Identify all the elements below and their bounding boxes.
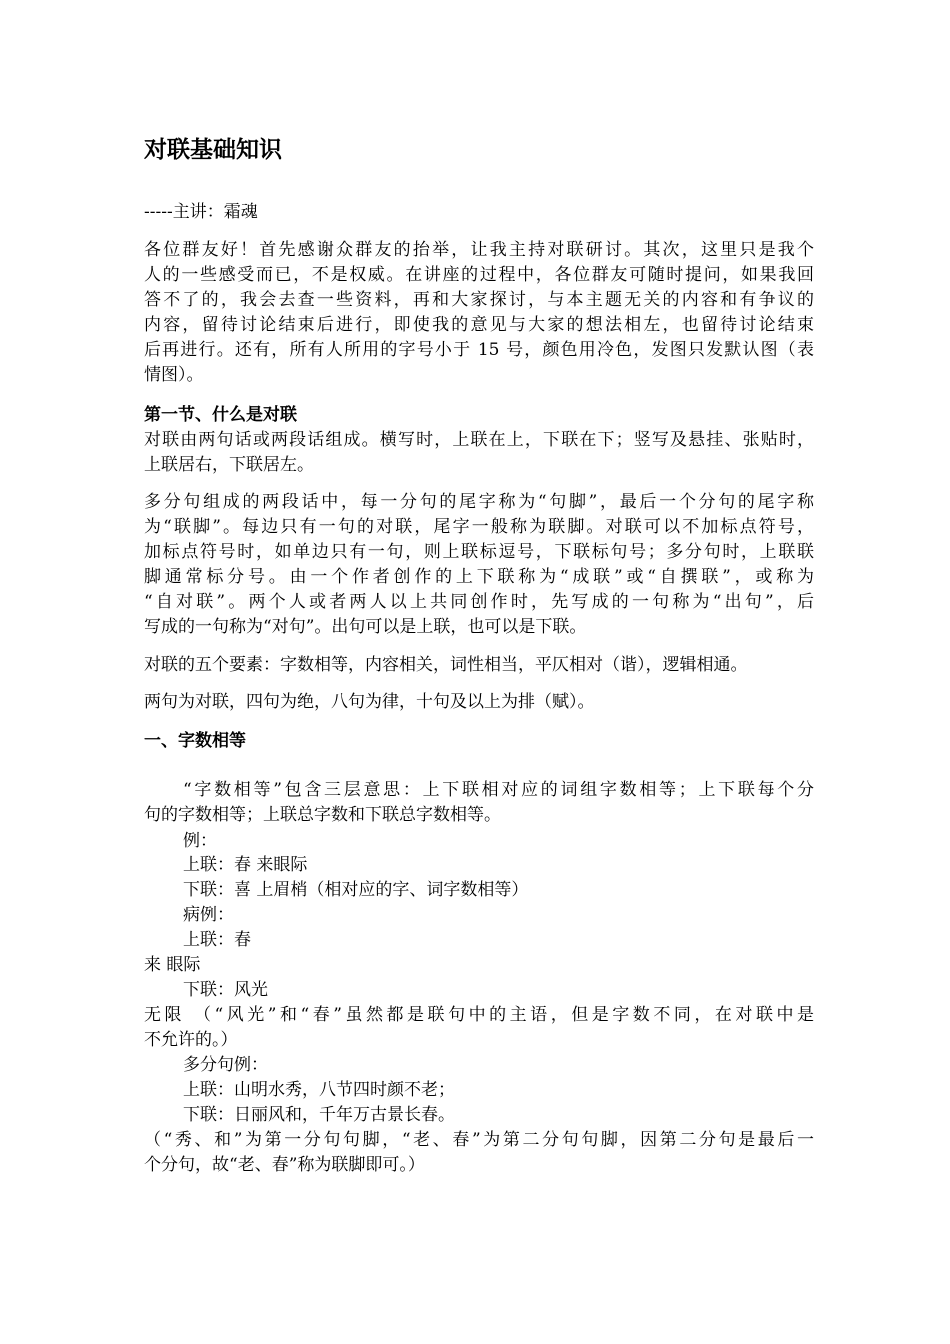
verse-forms-line: 两句为对联，四句为绝，八句为律，十句及以上为排（赋）。 — [144, 692, 595, 712]
intro-line: 后再进行。还有，所有人所用的字号小于 15 号，颜色用冷色，发图只发默认图（表 — [144, 340, 814, 360]
note-line: （“秀、和”为第一分句句脚，“老、春”为第二分句句脚，因第二分句是最后一 — [144, 1130, 814, 1150]
page-title: 对联基础知识 — [144, 137, 282, 163]
example-lower-line: 下联：喜 上眉梢（相对应的字、词字数相等） — [183, 880, 529, 900]
bad-upper-line: 来 眼际 — [144, 955, 201, 975]
intro-line: 答不了的，我会去查一些资料，再和大家探讨，与本主题无关的内容和有争议的 — [144, 290, 814, 310]
intro-line: 人的一些感受而已，不是权威。在讲座的过程中，各位群友可随时提问，如果我回 — [144, 265, 814, 285]
paragraph-line: “字数相等”包含三层意思：上下联相对应的词组字数相等；上下联每个分 — [183, 780, 814, 800]
bad-example-label: 病例： — [183, 905, 234, 925]
multi-lower-line: 下联：日丽风和，千年万古景长春。 — [183, 1105, 455, 1125]
example-upper-line: 上联：春 来眼际 — [183, 855, 308, 875]
paragraph-line: 写成的一句称为“对句”。出句可以是上联，也可以是下联。 — [144, 617, 587, 637]
paragraph-line: 加标点符号时，如单边只有一句，则上联标逗号，下联标句号；多分句时，上联联 — [144, 542, 814, 562]
paragraph-line: 对联由两句话或两段话组成。横写时，上联在上，下联在下；竖写及悬挂、张贴时， — [144, 430, 814, 450]
speaker-line: -----主讲：霜魂 — [144, 202, 258, 222]
paragraph-line: 上联居右，下联居左。 — [144, 455, 314, 475]
multi-clause-label: 多分句例： — [183, 1055, 268, 1075]
bad-lower-line: 不允许的。） — [144, 1030, 238, 1050]
section1-heading: 第一节、什么是对联 — [144, 405, 297, 425]
intro-line: 各位群友好！首先感谢众群友的抬举，让我主持对联研讨。其次，这里只是我个 — [144, 240, 814, 260]
note-line: 个分句，故“老、春”称为联脚即可。） — [144, 1155, 425, 1175]
paragraph-line: 脚通常标分号。由一个作者创作的上下联称为“成联”或“自撰联”，或称为 — [144, 567, 814, 587]
bad-upper-line: 上联：春 — [183, 930, 251, 950]
paragraph-line: 多分句组成的两段话中，每一分句的尾字称为“句脚”，最后一个分句的尾字称 — [144, 492, 814, 512]
intro-line: 情图）。 — [144, 365, 204, 385]
multi-upper-line: 上联：山明水秀，八节四时颜不老； — [183, 1080, 455, 1100]
bad-lower-line: 无限 （“风光”和“春”虽然都是联句中的主语，但是字数不同，在对联中是 — [144, 1005, 814, 1025]
paragraph-line: 句的字数相等；上联总字数和下联总字数相等。 — [144, 805, 501, 825]
intro-line: 内容，留待讨论结束后进行，即使我的意见与大家的想法相左，也留待讨论结束 — [144, 315, 814, 335]
five-elements-line: 对联的五个要素：字数相等，内容相关，词性相当，平仄相对（谐），逻辑相通。 — [144, 655, 748, 675]
example-label: 例： — [183, 831, 217, 851]
bad-lower-line: 下联：风光 — [183, 980, 268, 1000]
paragraph-line: 为“联脚”。每边只有一句的对联，尾字一般称为联脚。对联可以不加标点符号， — [144, 517, 814, 537]
section2-heading: 一、字数相等 — [144, 731, 246, 751]
paragraph-line: “自对联”。两个人或者两人以上共同创作时，先写成的一句称为“出句”，后 — [144, 592, 814, 612]
